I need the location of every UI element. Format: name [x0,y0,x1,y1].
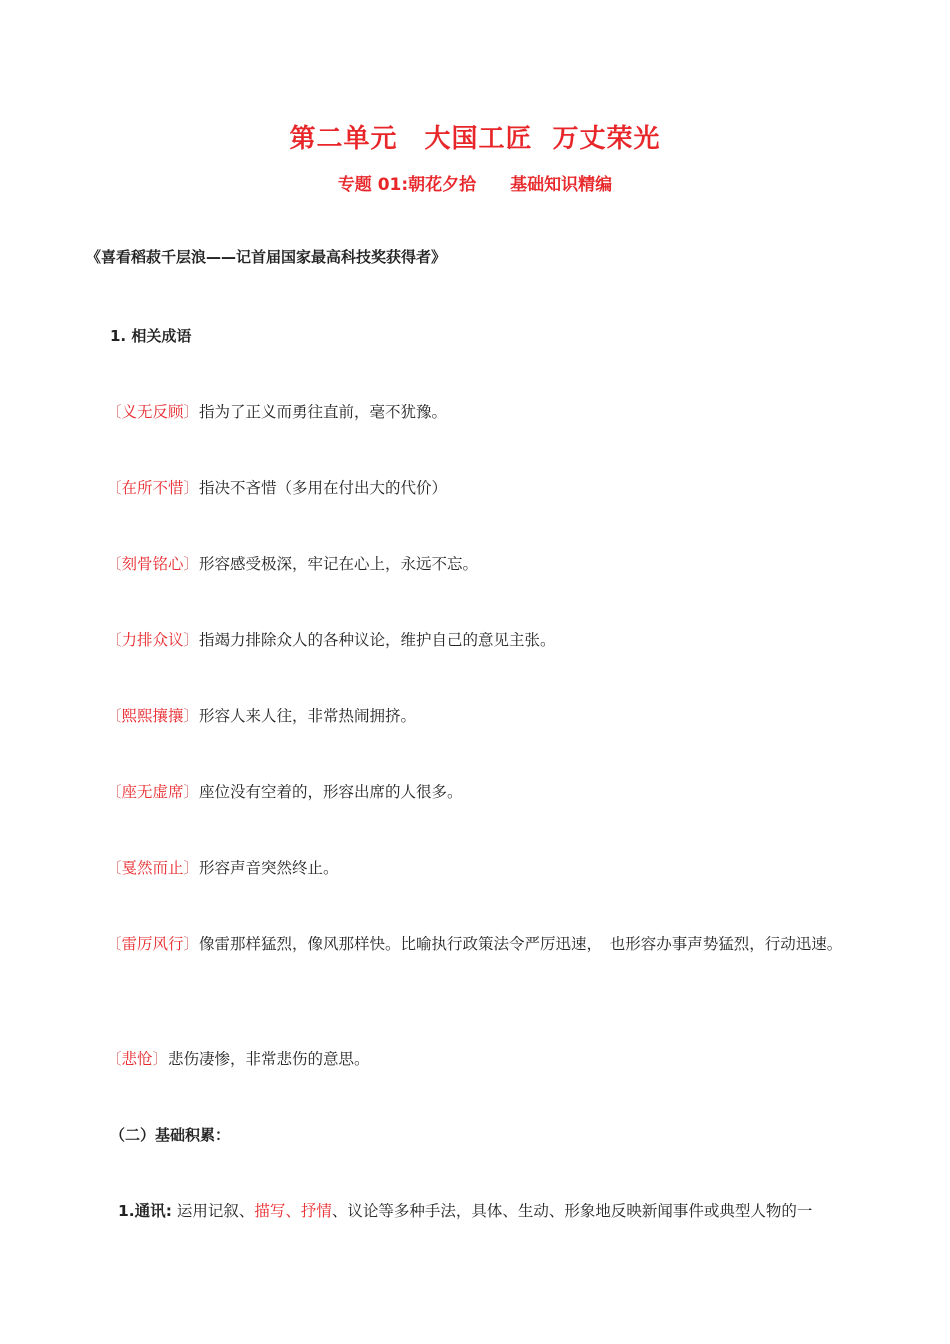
idiom-entry [86,469,866,507]
para-sep: 、 [285,1202,301,1220]
idiom-entry [86,697,866,735]
idiom-entry [86,773,866,811]
idiom-definition: 形容感受极深，牢记在心上，永远不忘。 [199,555,479,573]
idiom-definition: 指竭力排除众人的各种议论，维护自己的意见主张。 [199,631,556,649]
para-label: 1.通讯 [118,1202,166,1220]
idiom-entry [86,925,866,963]
idiom-entry [86,393,866,431]
bracket-close: 〕 [183,403,200,421]
section-heading-basics: （二）基础积累： [110,1126,231,1144]
para-text-b: 、议论等多种手法，具体、生动、形象地反映新闻事件或典型人物的一 [331,1202,813,1220]
bracket-close: 〕 [183,935,200,953]
para-colon: : [165,1202,172,1220]
bracket-close: 〕 [183,631,200,649]
definition-paragraph [86,1194,866,1228]
topic-subtitle: 专题 01:朝花夕拾 基础知识精编 [337,175,613,195]
idiom-term: 力排众议 [121,631,184,649]
bracket-open: 〔 [106,403,122,421]
idiom-entry [86,1040,866,1078]
idiom-term: 悲怆 [121,1050,153,1068]
unit-title: 第二单元 大国工匠 万丈荣光 [289,124,661,154]
idiom-term: 熙熙攘攘 [121,707,184,725]
idiom-term: 座无虚席 [121,783,184,801]
bracket-close: 〕 [183,479,200,497]
bracket-open: 〔 [106,707,122,725]
idiom-definition: 指决不吝惜（多用在付出大的代价） [199,479,448,497]
idiom-definition: 形容人来人往，非常热闹拥挤。 [199,707,417,725]
bracket-close: 〕 [152,1050,169,1068]
bracket-close: 〕 [183,859,200,877]
bracket-open: 〔 [106,1050,122,1068]
section-heading-idioms: 1. 相关成语 [110,327,192,345]
idiom-definition: 悲伤凄惨，非常悲伤的意思。 [168,1050,370,1068]
idiom-term: 戛然而止 [121,859,184,877]
idiom-definition: 座位没有空着的，形容出席的人很多。 [199,783,463,801]
idiom-entry [86,545,866,583]
idiom-term: 刻骨铭心 [121,555,184,573]
bracket-open: 〔 [106,631,122,649]
bracket-open: 〔 [106,555,122,573]
bracket-close: 〕 [183,555,200,573]
idiom-term: 雷厉风行 [121,935,184,953]
para-red-b: 抒情 [300,1202,332,1220]
idiom-term: 义无反顾 [121,403,184,421]
idiom-definition: 指为了正义而勇往直前，毫不犹豫。 [199,403,448,421]
idiom-definition: 像雷那样猛烈，像风那样快。比喻执行政策法令严厉迅速， 也形容办事声势猛烈，行动迅速。 [199,935,843,953]
bracket-close: 〕 [183,707,200,725]
article-title: 《喜看稻菽千层浪——记首届国家最高科技奖获得者》 [86,248,447,266]
para-red-a: 描写 [254,1202,286,1220]
idiom-term: 在所不惜 [121,479,184,497]
para-text-a: 运用记叙、 [176,1202,255,1220]
bracket-open: 〔 [106,859,122,877]
idiom-entry [86,621,866,659]
bracket-open: 〔 [106,783,122,801]
bracket-open: 〔 [106,935,122,953]
bracket-open: 〔 [106,479,122,497]
bracket-close: 〕 [183,783,200,801]
idiom-entry [86,849,866,887]
idiom-definition: 形容声音突然终止。 [199,859,339,877]
